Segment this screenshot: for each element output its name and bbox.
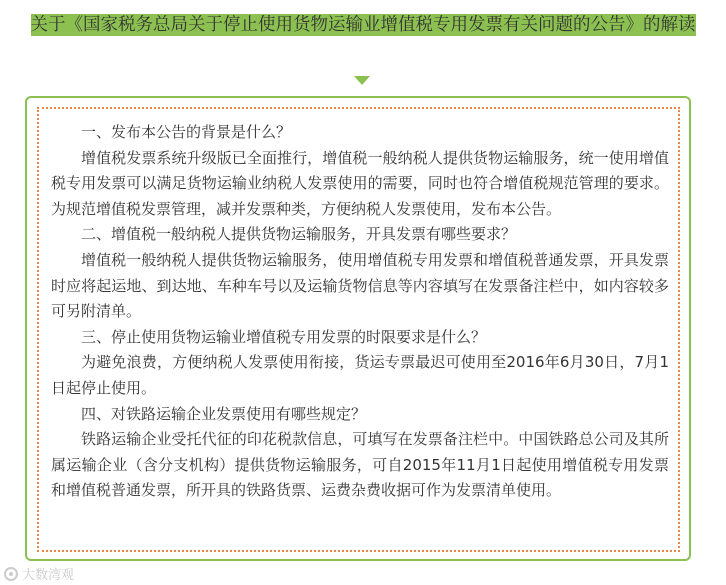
page-title: [14, 12, 712, 39]
watermark-logo-icon: [4, 567, 18, 581]
section-4-question: 四、对铁路运输企业发票使用有哪些规定？: [81, 404, 367, 423]
section-3-question: 三、停止使用货物运输业增值税专用发票的时限要求是什么？: [81, 327, 487, 346]
down-arrow-icon: [354, 76, 370, 85]
section-2-question: 二、增值税一般纳税人提供货物运输服务，开具发票有哪些要求？: [81, 225, 517, 244]
section-1-question: 一、发布本公告的背景是什么？: [81, 123, 292, 141]
page-title-text: 关于《国家税务总局关于停止使用货物运输业增值税专用发票有关问题的公告》的解读: [30, 15, 696, 35]
watermark-text: 大数湾观: [22, 568, 75, 583]
watermark: [4, 564, 74, 583]
section-1-answer: 增值税发票系统升级版已全面推行，增值税一般纳税人提供货物运输服务，统一使用增值税专用发票可以满足货物运输业纳税人发票使用的需要，同时也符合增值税规范管理的要求。为规范增值税发票管理，减并发票种类，方便纳税人发票使用，发布本公告。: [51, 148, 669, 218]
article-content: [51, 120, 669, 504]
section-2-answer: 增值税一般纳税人提供货物运输服务，使用增值税专用发票和增值税普通发票，开具发票时应将起运地、到达地、车种车号以及运输货物信息等内容填写在发票备注栏中，如内容较多可另附清单。: [51, 250, 669, 321]
section-4-answer: 铁路运输企业受托代征的印花税款信息，可填写在发票备注栏中。中国铁路总公司及其所属运输企业（含分支机构）提供货物运输服务，可自2015年11月1日起使用增值税专用发票和增值税普通发票，所开具的铁路货票、运费杂费收据可作为发票清单使用。: [51, 430, 669, 500]
section-3-answer: 为避免浪费，方便纳税人发票使用衔接，货运专票最迟可使用至2016年6月30日，7月1日起停止使用。: [51, 353, 669, 397]
